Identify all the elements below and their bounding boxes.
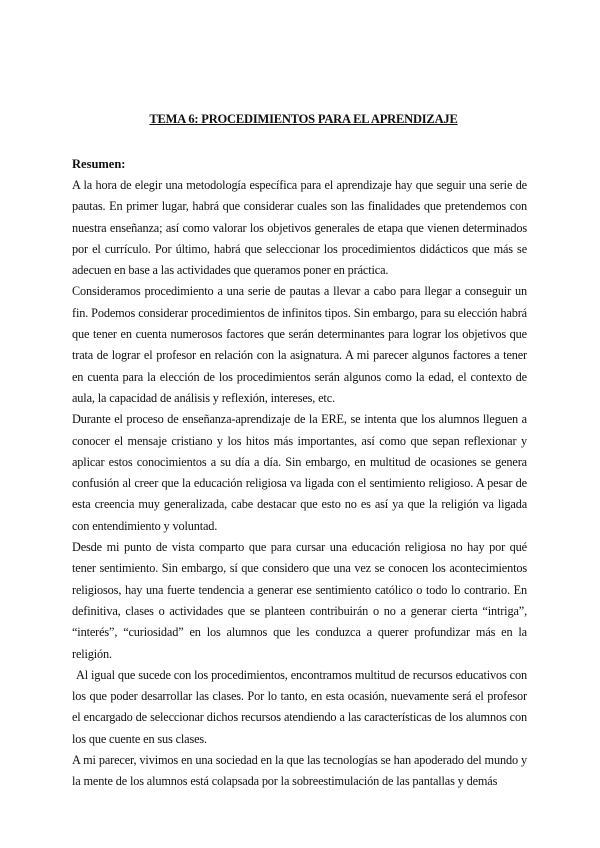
document-title: TEMA 6: PROCEDIMIENTOS PARA EL APRENDIZAJE <box>149 112 458 126</box>
paragraph: Al igual que sucede con los procedimientos, encontramos multitud de recursos educativos con los que poder desarrollar las clases. Por lo tanto, en esta ocasión, nuevamente será el profesor el encargado de seleccionar dichos recursos atendiendo a las características de los alumnos con los que cuente en sus clases. <box>72 667 527 746</box>
document-body <box>72 111 527 793</box>
paragraph: A mi parecer, vivimos en una sociedad en la que las tecnologías se han apoderado del mundo y la mente de los alumnos está colapsada por la sobreestimulación de las pantallas y demás <box>72 753 527 789</box>
paragraph: Desde mi punto de vista comparto que para cursar una educación religiosa no hay por qué tener sentimiento. Sin embargo, sí que considero que una vez se conocen los acontecimientos religiosos, hay una fuerte tendencia a generar ese sentimiento católico o todo lo contrario. En definitiva, clases o actividades que se planteen contribuirán o no a generar cierta “intriga”, “interés”, “curiosidad” en los alumnos que les conduzca a querer profundizar más en la religión. <box>72 540 527 661</box>
paragraph: A la hora de elegir una metodología específica para el aprendizaje hay que seguir una serie de pautas. En primer lugar, habrá que considerar cuales son las finalidades que pretendemos con nuestra enseñanza; así como valorar los objetivos generales de etapa que vienen determinados por el currículo. Por último, habrá que seleccionar los procedimientos didácticos que más se adecuen en base a las actividades que queramos poner en práctica. <box>72 178 527 278</box>
paragraph: Durante el proceso de enseñanza-aprendizaje de la ERE, se intenta que los alumnos lleguen a conocer el mensaje cristiano y los hitos más importantes, así como que sepan reflexionar y aplicar estos conocimientos a su día a día. Sin embargo, en multitud de ocasiones se genera confusión al creer que la educación religiosa va ligada con el sentimiento religioso. A pesar de esta creencia muy generalizada, cabe destacar que esto no es así ya que la religión va ligada con entendimiento y voluntad. <box>72 412 527 533</box>
paragraph: Consideramos procedimiento a una serie de pautas a llevar a cabo para llegar a conseguir un fin. Podemos considerar procedimientos de infinitos tipos. Sin embargo, para su elección habrá que tener en cuenta numerosos factores que serán determinantes para lograr los objetivos que trata de lograr el profesor en relación con la asignatura. A mi parecer algunos factores a tener en cuenta para la elección de los procedimientos serán algunos como la edad, el contexto de aula, la capacidad de análisis y reflexión, intereses, etc. <box>72 284 527 405</box>
section-heading: Resumen: <box>72 157 126 171</box>
